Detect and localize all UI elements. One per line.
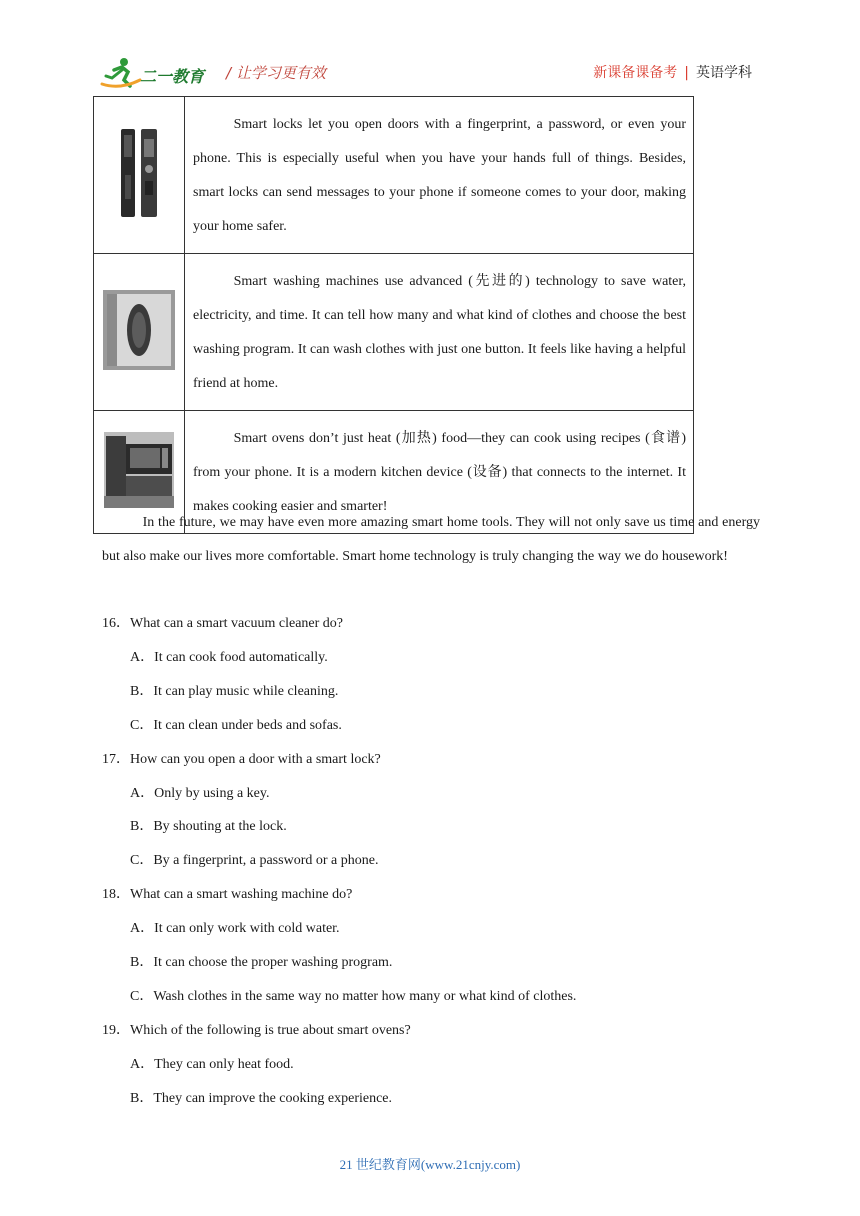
header-subject-label: 英语学科: [696, 65, 752, 81]
option-19-a: A．They can only heat food.: [130, 1056, 294, 1072]
option-17-a: A．Only by using a key.: [130, 785, 270, 801]
svg-text:二一教育: 二一教育: [140, 67, 205, 86]
question-19: 19．Which of the following is true about smart ovens?: [102, 1022, 411, 1038]
washing-machine-description: Smart washing machines use advanced (先进的) technology to save water, electricity, and time. It can tell how many and what kind of clothes and choose the best washing program. It can wash clothes with just one button. It feels like having a helpful friend at home.: [185, 254, 694, 411]
table-row: [94, 254, 694, 411]
option-18-c: C．Wash clothes in the same way no matter how many or what kind of clothes.: [130, 988, 577, 1004]
question-18: 18．What can a smart washing machine do?: [102, 887, 353, 903]
question-16: 16．What can a smart vacuum cleaner do?: [102, 616, 344, 631]
washing-machine-image: [94, 254, 185, 411]
option-16-c: C．It can clean under beds and sofas.: [130, 717, 342, 733]
option-17-b: B．By shouting at the lock.: [130, 819, 287, 835]
closing-paragraph: In the future, we may have even more amazing smart home tools. They will not only save us time and energy but also make our lives more comfortable. Smart home technology is truly changing the way we do housework!: [102, 515, 760, 564]
table-row: [94, 97, 694, 254]
smart-lock-image: [94, 97, 185, 254]
option-19-b: B．They can improve the cooking experience.: [130, 1090, 393, 1106]
brand-logo[interactable]: [100, 56, 212, 90]
smart-tools-table: [93, 96, 694, 534]
smart-lock-description: Smart locks let you open doors with a fingerprint, a password, or even your phone. This is especially useful when you have your hands full of things. Besides, smart locks can send messages to your phone if someone comes to your door, making your home safer.: [185, 97, 694, 254]
page-header: [100, 56, 760, 92]
oven-description: Smart ovens don’t just heat (加热) food—they can cook using recipes (食谱) from your phone. It is a modern kitchen device (设备) that connects to the internet. It makes cooking easier and smarter!: [185, 411, 694, 534]
option-18-a: A．It can only work with cold water.: [130, 921, 340, 937]
header-subject: [593, 62, 752, 82]
header-separator: |: [684, 65, 689, 81]
option-16-a: A．It can cook food automatically.: [130, 649, 328, 665]
option-17-c: C．By a fingerprint, a password or a phone.: [130, 853, 379, 869]
question-list: [102, 607, 760, 1116]
question-17: 17．How can you open a door with a smart lock?: [102, 751, 381, 767]
header-course-label: 新课备课备考: [593, 65, 678, 81]
page-footer[interactable]: 21 世纪教育网(www.21cnjy.com): [339, 1157, 521, 1172]
header-slogan: / 让学习更有效: [226, 64, 326, 82]
option-18-b: B．It can choose the proper washing program.: [130, 955, 393, 971]
option-16-b: B．It can play music while cleaning.: [130, 683, 339, 699]
